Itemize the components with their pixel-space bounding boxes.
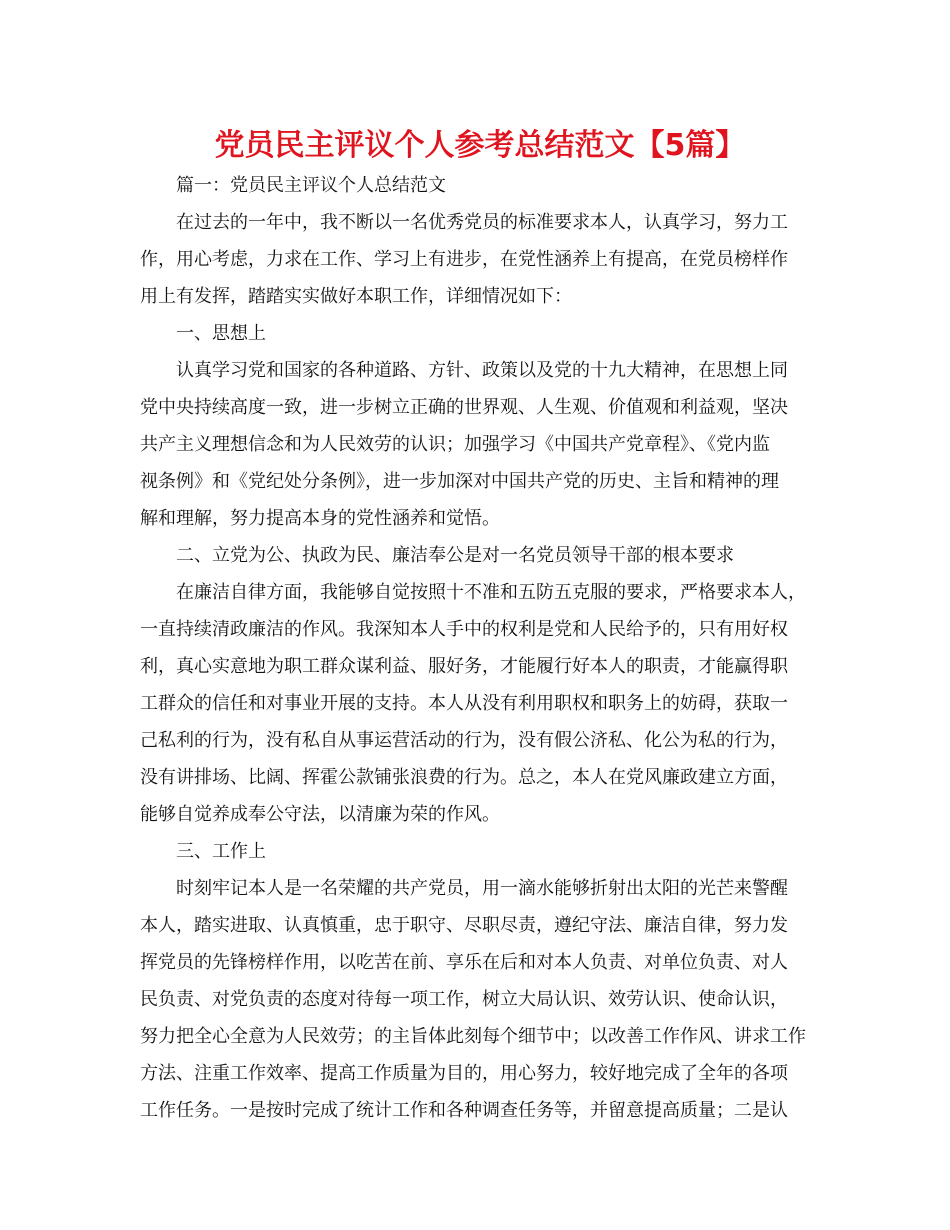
paragraph-line: 解和理解，努力提高本身的党性涵养和觉悟。 <box>140 508 500 529</box>
paragraph-line: 没有讲排场、比阔、挥霍公款铺张浪费的行为。总之，本人在党风廉政建立方面， <box>140 767 788 788</box>
paragraph-line: 工群众的信任和对事业开展的支持。本人从没有利用职权和职务上的妨碍，获取一 <box>140 693 788 714</box>
paragraph-line: 在过去的一年中，我不断以一名优秀党员的标准要求本人，认真学习，努力工 <box>176 212 788 233</box>
section-heading: 二、立党为公、执政为民、廉洁奉公是对一名党员领导干部的根本要求 <box>176 545 734 566</box>
paragraph-line: 认真学习党和国家的各种道路、方针、政策以及党的十九大精神，在思想上同 <box>176 360 788 381</box>
section-heading: 一、思想上 <box>176 323 266 344</box>
paragraph-line: 利，真心实意地为职工群众谋利益、服好务，才能履行好本人的职责，才能赢得职 <box>140 656 788 677</box>
paragraph-line: 本人，踏实进取、认真慎重，忠于职守、尽职尽责，遵纪守法、廉洁自律，努力发 <box>140 915 788 936</box>
paragraph-line: 民负责、对党负责的态度对待每一项工作，树立大局认识、效劳认识、使命认识， <box>140 989 788 1010</box>
paragraph-line: 己私利的行为，没有私自从事运营活动的行为，没有假公济私、化公为私的行为， <box>140 730 788 751</box>
section-heading: 篇一：党员民主评议个人总结范文 <box>176 175 446 196</box>
paragraph-line: 工作任务。一是按时完成了统计工作和各种调查任务等，并留意提高质量；二是认 <box>140 1100 788 1121</box>
paragraph-line: 作，用心考虑，力求在工作、学习上有进步，在党性涵养上有提高，在党员榜样作 <box>140 249 788 270</box>
paragraph-line: 党中央持续高度一致，进一步树立正确的世界观、人生观、价值观和利益观，坚决 <box>140 397 788 418</box>
section-heading: 三、工作上 <box>176 841 266 862</box>
paragraph-line: 方法、注重工作效率、提高工作质量为目的，用心努力，较好地完成了全年的各项 <box>140 1063 788 1084</box>
paragraph-line: 挥党员的先锋榜样作用，以吃苦在前、享乐在后和对本人负责、对单位负责、对人 <box>140 952 788 973</box>
paragraph-line: 能够自觉养成奉公守法，以清廉为荣的作风。 <box>140 804 500 825</box>
document-page <box>140 120 820 1125</box>
paragraph-line: 在廉洁自律方面，我能够自觉按照十不准和五防五克服的要求，严格要求本人， <box>176 582 806 603</box>
paragraph-line: 视条例》和《党纪处分条例》，进一步加深对中国共产党的历史、主旨和精神的理 <box>140 471 779 492</box>
paragraph-line: 一直持续清政廉洁的作风。我深知本人手中的权利是党和人民给予的，只有用好权 <box>140 619 788 640</box>
document-title: 党员民主评议个人参考总结范文【5篇】 <box>214 128 746 163</box>
paragraph-line: 努力把全心全意为人民效劳；的主旨体此刻每个细节中；以改善工作作风、讲求工作 <box>140 1026 806 1047</box>
paragraph-line: 共产主义理想信念和为人民效劳的认识；加强学习《中国共产党章程》、《党内监 <box>140 434 770 455</box>
paragraph-line: 用上有发挥，踏踏实实做好本职工作，详细情况如下： <box>140 286 572 307</box>
paragraph-line: 时刻牢记本人是一名荣耀的共产党员，用一滴水能够折射出太阳的光芒来警醒 <box>176 878 788 899</box>
